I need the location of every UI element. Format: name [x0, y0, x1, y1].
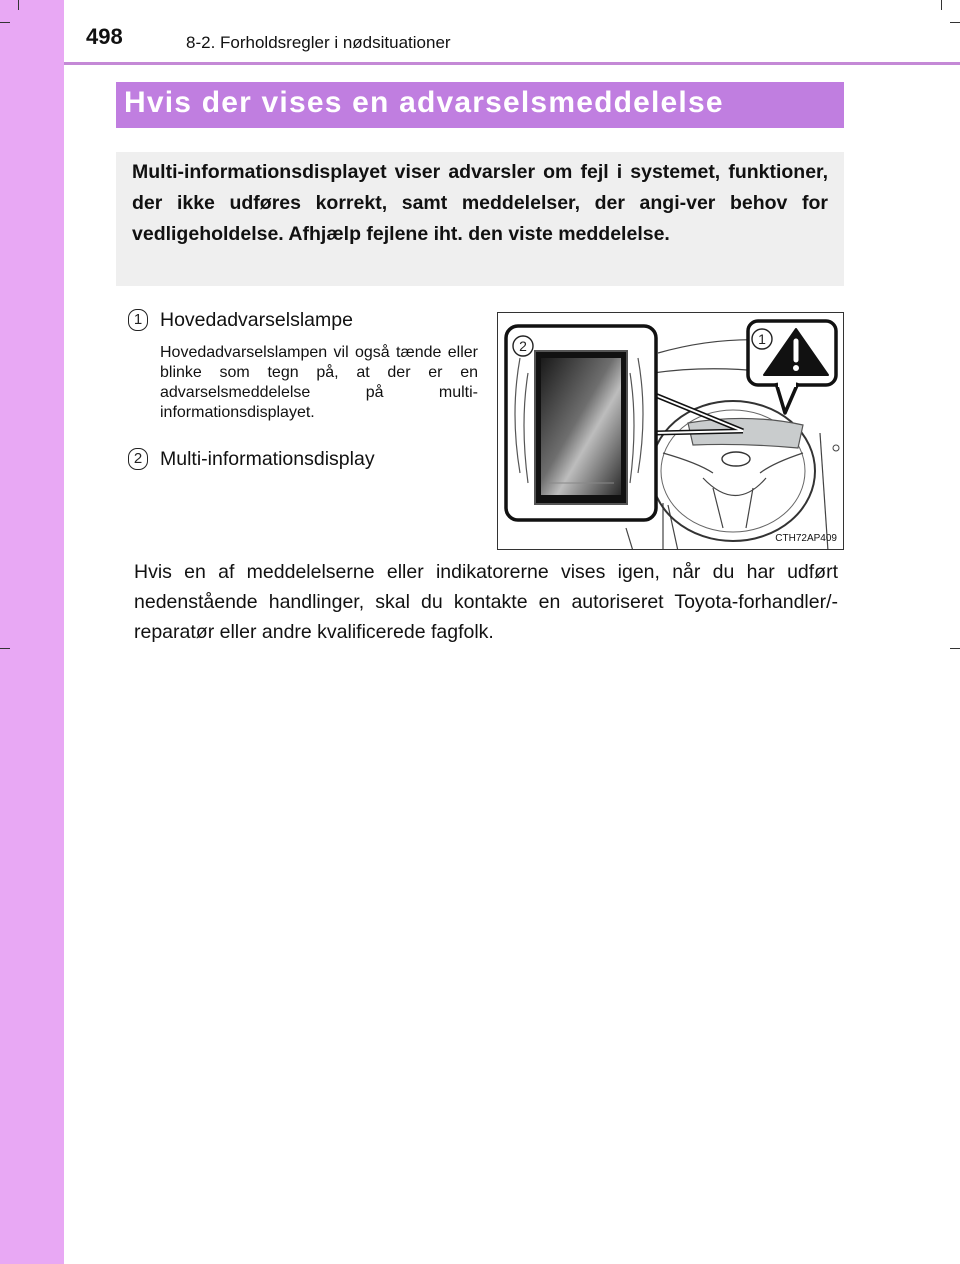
crop-mark — [941, 0, 942, 10]
crop-mark — [950, 22, 960, 23]
body-paragraph: Hvis en af meddelelserne eller indikatorerne vises igen, når du har udført nedenstående handlinger, skal du kontakte en autoriseret Toyota-forhandler/-reparatør eller andre kvalificerede fagfolk. — [134, 561, 838, 643]
dashboard-illustration — [497, 312, 844, 550]
crop-mark — [950, 648, 960, 649]
item-label-main-warning-light: Hovedadvarselslampe — [160, 309, 353, 331]
item-label-multi-information-display: Multi-informationsdisplay — [160, 448, 375, 470]
chapter-heading: 8-2. Forholdsregler i nødsituationer — [186, 33, 451, 52]
page-sidebar-tab — [0, 0, 64, 1264]
item-description-main-warning-light: Hovedadvarselslampen vil også tænde eller blinke som tegn på, at der er en advarselsmeddelelse på multi-informationsdisplayet. — [160, 344, 478, 421]
crop-mark — [18, 0, 19, 10]
header-divider — [64, 62, 960, 65]
section-title: Hvis der vises en advarselsmeddelelse — [124, 86, 724, 119]
crop-mark — [0, 22, 10, 23]
dashboard-drawing — [498, 313, 844, 550]
item-number-2: 2 — [128, 448, 148, 470]
callout-number-2: 2 — [519, 338, 527, 354]
intro-text: Multi-informationsdisplayet viser advarsler om fejl i systemet, funktioner, der ikke udføres korrekt, samt meddelelser, der angi-ver behov for vedligeholdelse. Afhjælp fejlene iht. den viste meddelelse. — [132, 161, 828, 245]
illustration-code: CTH72AP409 — [775, 533, 837, 544]
page-number: 498 — [86, 24, 123, 49]
crop-mark — [0, 648, 10, 649]
item-number-1: 1 — [128, 309, 148, 331]
callout-number-1: 1 — [758, 331, 766, 347]
